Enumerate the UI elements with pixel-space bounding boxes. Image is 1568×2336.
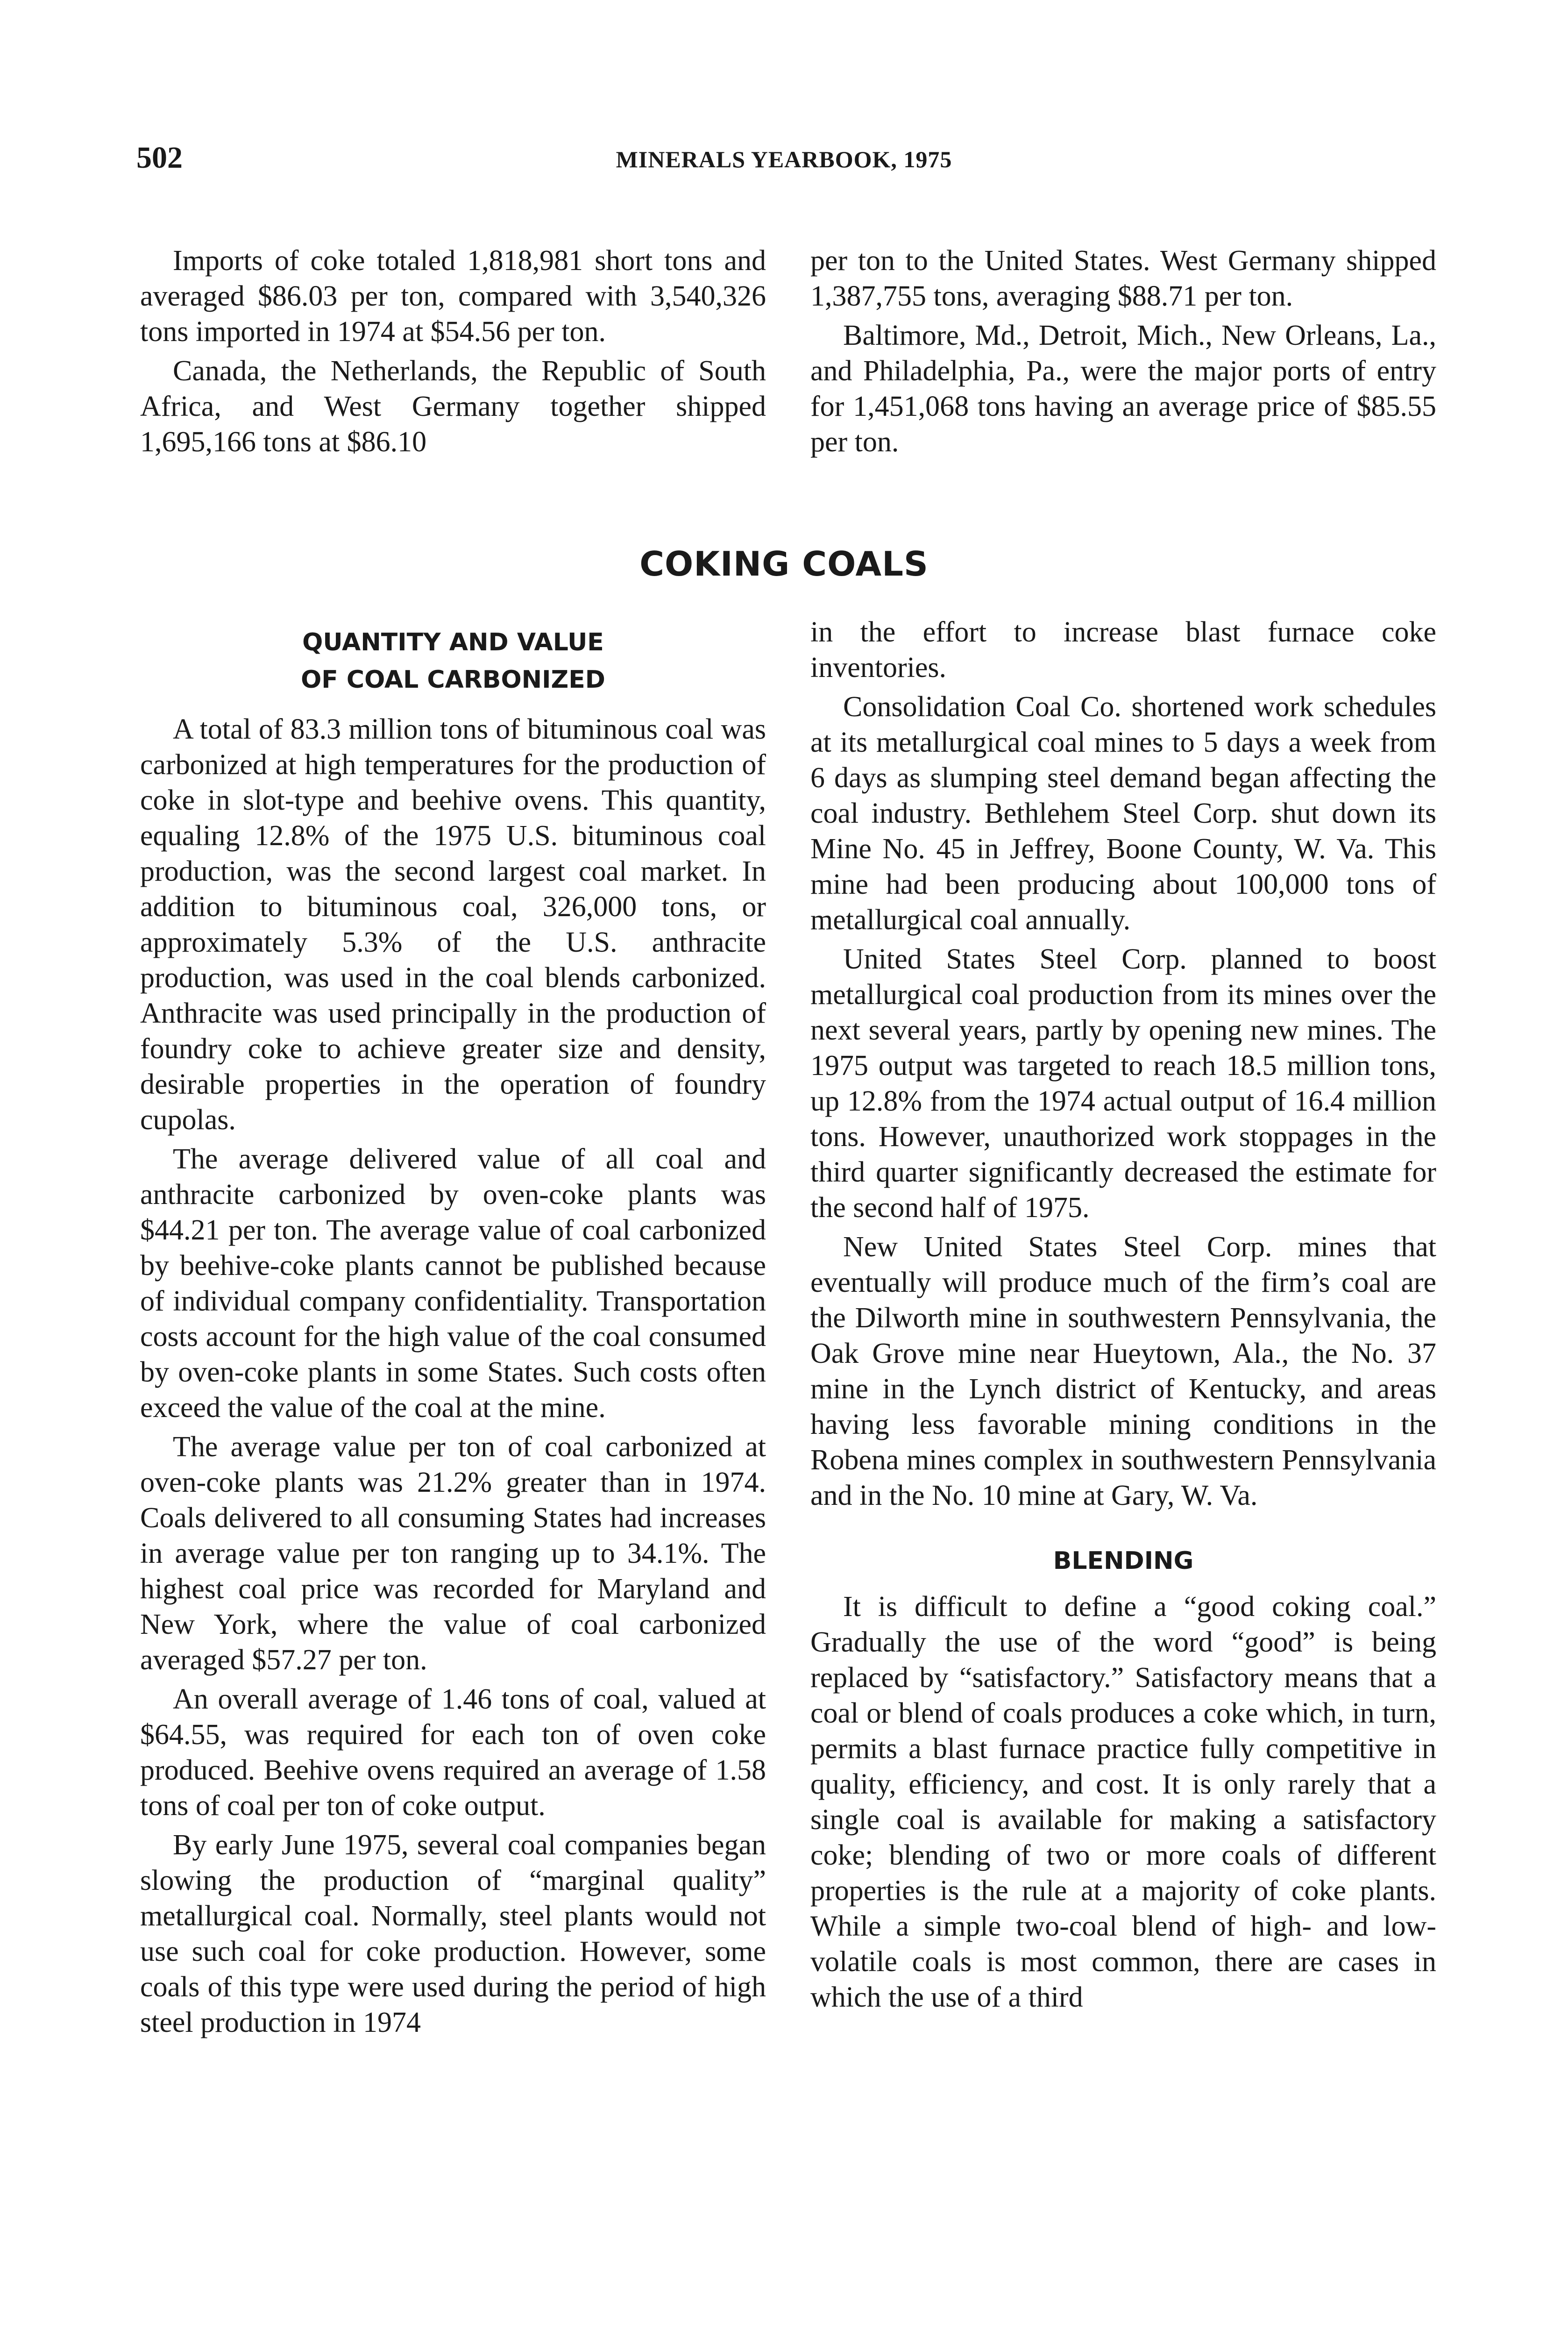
intro-right-column xyxy=(810,243,1436,463)
paragraph: It is difficult to define a “good coking coal.” Gradually the use of the word “good” is being replaced by “satisfactory.” Satisfactory means that a coal or blend of coals produces a coke which, in turn, permits a blast furnace practice fully competitive in quality, efficiency, and cost. It is only rarely that a single coal is available for making a satisfactory coke; blending of two or more coals of different properties is the rule at a majority of coke plants. While a simple two-coal blend of high- and low-volatile coals is most common, there are cases in which the use of a third xyxy=(810,1591,1436,2013)
page-number: 502 xyxy=(136,141,183,175)
paragraph: The average value per ton of coal carbonized at oven-coke plants was 21.2% greater than in 1974. Coals delivered to all consuming States had increases in average value per ton ranging up to 34.1%. The highest coal price was recorded for Maryland and New York, where the value of coal carbonized averaged $57.27 per ton. xyxy=(140,1431,766,1676)
paragraph: Canada, the Netherlands, the Republic of South Africa, and West Germany together shipped 1,695,166 tons at $86.10 xyxy=(140,355,766,458)
intro-left-column xyxy=(140,243,766,463)
subheading-quantity-value xyxy=(140,624,766,698)
paragraph: A total of 83.3 million tons of bituminous coal was carbonized at high temperatures for the production of coke in slot-type and beehive ovens. This quantity, equaling 12.8% of the 1975 U.S. bituminous coal production, was the second largest coal market. In addition to bituminous coal, 326,000 tons, or approximately 5.3% of the U.S. anthracite production, was used in the coal blends carbonized. Anthracite was used principally in the production of foundry coke to achieve greater size and density, desirable properties in the operation of foundry cupolas. xyxy=(140,713,766,1136)
paragraph: Baltimore, Md., Detroit, Mich., New Orleans, La., and Philadelphia, Pa., were the major ports of entry for 1,451,068 tons having an average price of $85.55 per ton. xyxy=(810,320,1436,458)
running-title: MINERALS YEARBOOK, 1975 xyxy=(616,146,952,172)
paragraph: By early June 1975, several coal companies began slowing the production of “marginal quality” metallurgical coal. Normally, steel plants would not use such coal for coke production. However, some coals of this type were used during the period of high steel production in 1974 xyxy=(140,1829,766,2038)
paragraph: The average delivered value of all coal and anthracite carbonized by oven-coke plants was $44.21 per ton. The average value of coal carbonized by beehive-coke plants cannot be published because of individual company confidentiality. Transportation costs account for the high value of the coal consumed by oven-coke plants in some States. Such costs often exceed the value of the coal at the mine. xyxy=(140,1143,766,1424)
subheading-line: OF COAL CARBONIZED xyxy=(301,666,605,694)
paragraph: United States Steel Corp. planned to boost metallurgical coal production from its mines over the next several years, partly by opening new mines. The 1975 output was targeted to reach 18.5 million tons, up 12.8% from the 1974 actual output of 16.4 million tons. However, unauthorized work stoppages in the third quarter significantly decreased the estimate for the second half of 1975. xyxy=(810,943,1436,1224)
coking-right-column xyxy=(810,614,1436,2019)
subheading-blending: BLENDING xyxy=(1053,1547,1194,1575)
paragraph: per ton to the United States. West Germany shipped 1,387,755 tons, averaging $88.71 per ton. xyxy=(810,245,1436,312)
paragraph: An overall average of 1.46 tons of coal, valued at $64.55, was required for each ton of oven coke produced. Beehive ovens required an average of 1.58 tons of coal per ton of coke output. xyxy=(140,1683,766,1822)
paragraph: Consolidation Coal Co. shortened work schedules at its metallurgical coal mines to 5 days a week from 6 days as slumping steel demand began affecting the coal industry. Bethlehem Steel Corp. shut down its Mine No. 45 in Jeffrey, Boone County, W. Va. This mine had been producing about 100,000 tons of metallurgical coal annually. xyxy=(810,691,1436,936)
subheading-line: QUANTITY AND VALUE xyxy=(302,628,604,656)
paragraph: in the effort to increase blast furnace coke inventories. xyxy=(810,616,1436,684)
page-header xyxy=(0,140,1568,187)
section-title: COKING COALS xyxy=(639,544,929,584)
paragraph: New United States Steel Corp. mines that eventually will produce much of the firm’s coal are the Dilworth mine in southwestern Pennsylvania, the Oak Grove mine near Hueytown, Ala., the No. 37 mine in the Lynch district of Kentucky, and areas having less favorable mining conditions in the Robena mines complex in southwestern Pennsylvania and in the No. 10 mine at Gary, W. Va. xyxy=(810,1231,1436,1511)
paragraph: Imports of coke totaled 1,818,981 short tons and averaged $86.03 per ton, compared with 3,540,326 tons imported in 1974 at $54.56 per ton. xyxy=(140,245,766,348)
coking-left-column xyxy=(140,624,766,2044)
